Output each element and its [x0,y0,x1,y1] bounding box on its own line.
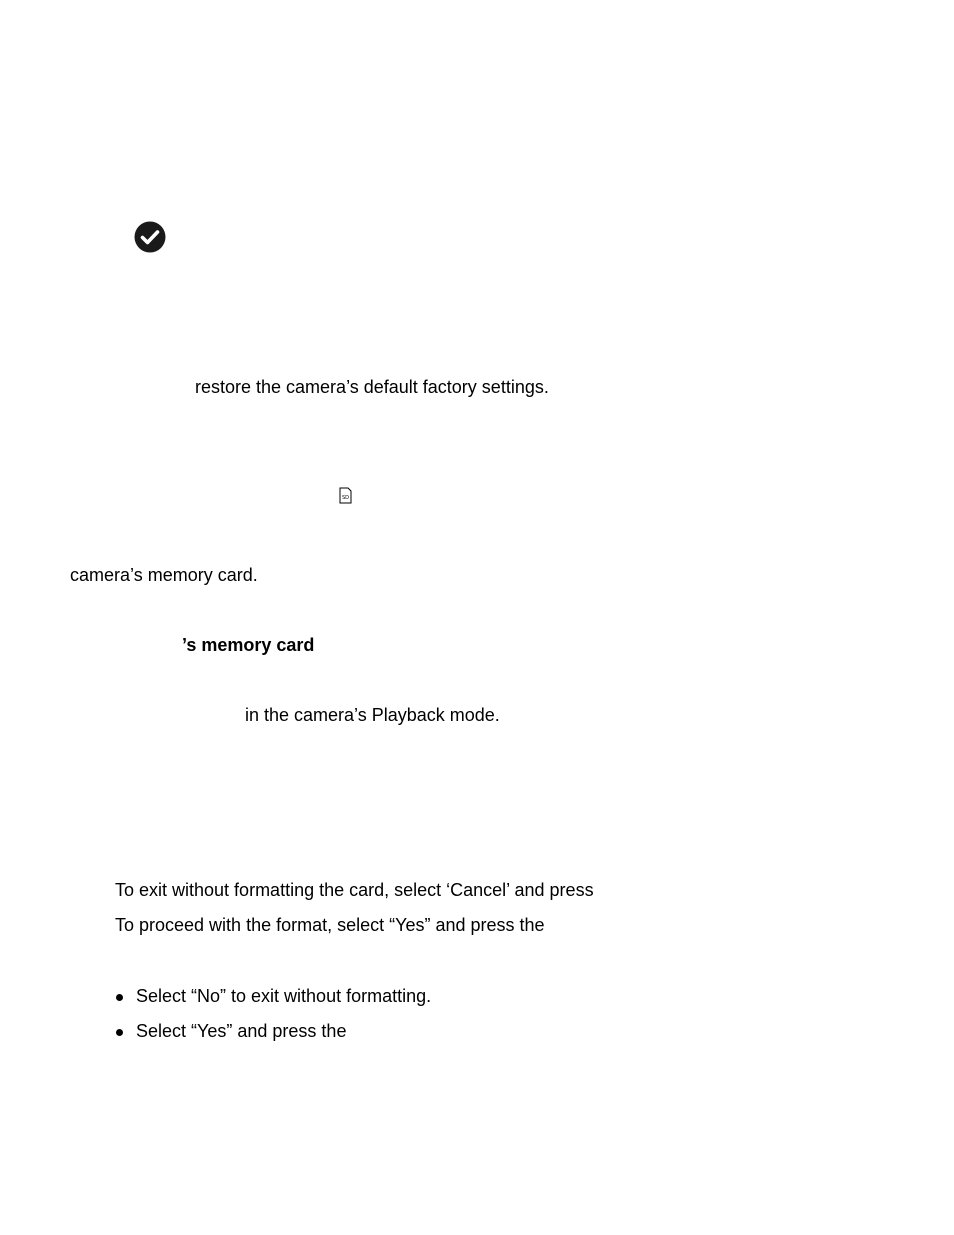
exit-cancel-instruction: To exit without formatting the card, select ‘Cancel’ and press [115,880,594,900]
sd-card-icon [339,487,352,504]
bullet-icon [116,994,123,1001]
bullet-icon [116,1029,123,1036]
restore-settings-text: restore the camera’s default factory settings. [195,377,549,397]
memory-card-description: camera’s memory card. [70,565,258,585]
proceed-format-instruction: To proceed with the format, select “Yes” and press the [115,915,545,935]
playback-mode-text: in the camera’s Playback mode. [245,705,500,725]
svg-text:SD: SD [341,495,350,501]
bullet-text: Select “No” to exit without formatting. [136,986,432,1006]
memory-card-heading: ’s memory card [182,635,315,655]
bullet-text: Select “Yes” and press the [136,1021,347,1041]
check-circle-icon [134,221,166,253]
